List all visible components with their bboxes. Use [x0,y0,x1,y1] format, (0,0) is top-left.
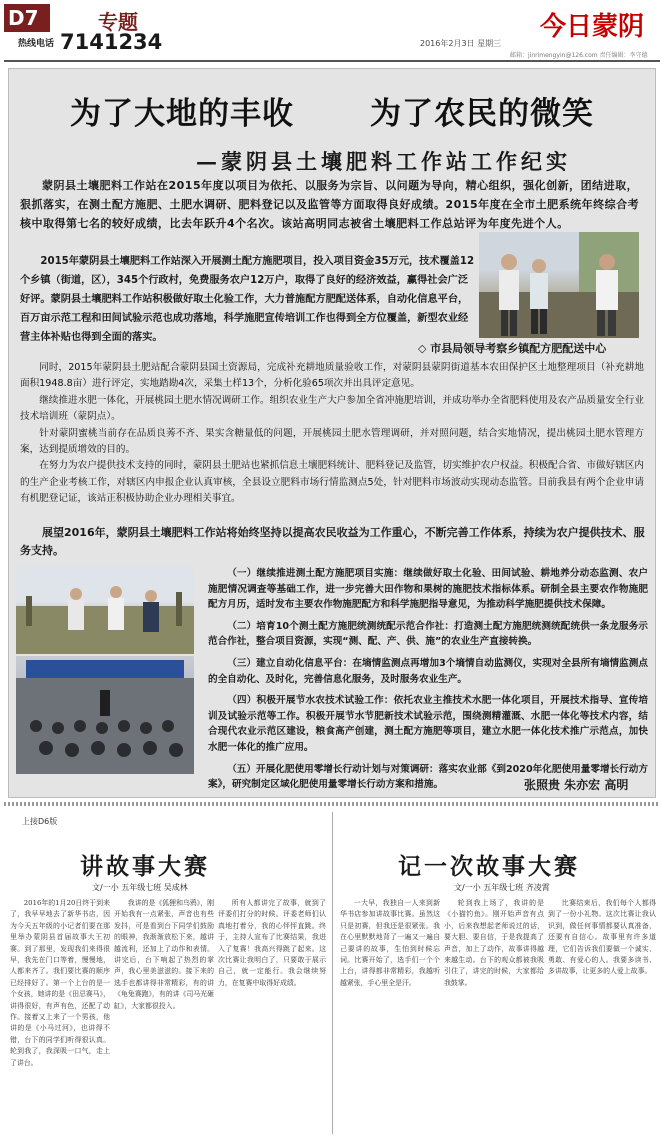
photo-officials-inspection [479,232,639,338]
measure-item: （四）积极开展节水农技术试验工作：依托农业主推技术水肥一体化项目，开展技术指导、宣传培训及试验示范等工作。积极开展节水节肥新技术试验示范，围绕测精灌溉、水肥一体化等技术内容，结合现代农业示范区建设，粮食高产创建，测土配方施肥等项目，建立水肥一体化技术推广示范点，加快水肥一体化的推广应用。 [208,695,648,753]
paragraph: 在努力为农户提供技术支持的同时，蒙阴县土肥站也紧抓信息土壤肥料统计、肥料登记及监管，切实维护农户权益。积极配合省、市做好辖区内的生产企业考核工作，对辖区内申报企业认真审核，全县设立肥料市场行情监测点5处，针对肥料市场波动实现动态监管。目前我县有两个企业申请有机肥登记证，该站正积极协助企业办理相关事宜。 [20,460,644,505]
story2-title: 记一次故事大赛 [398,853,580,880]
feature-byline: 张照贵 朱亦宏 高明 [524,778,629,792]
paragraph: 针对蒙阴蜜桃当前存在品质良莠不齐、果实含糖量低的问题，开展桃园土肥水管理调研，并对照问题，结合实地情况，提出桃园土肥水管理方案，达到提质增效的目的。 [20,427,644,456]
paragraph: 继续推进水肥一体化，开展桃园土肥水情况调研工作。组织农业生产大户参加全省冲施肥培训，并成功举办全省肥料使用及农产品质量安全行业技术培训班（蒙阴点）。 [20,394,644,423]
story2-column: 一大早，我独自一人来到新华书店参加讲故事比赛。虽然这只是初赛，但我还是很紧张。我在心里默默地背了一遍又一遍自己要讲的故事，生怕到时候忘词。比赛开始了，选手们一个个上台，讲得都非常精彩，我越听越紧张，手心里全是汗。 [340,899,440,987]
newspaper-logo: 今日蒙阴 [540,12,645,42]
body-paragraphs [20,360,644,508]
measure-item: （三）建立自动化信息平台：在墒情监测点再增加3个墒情自动监测仪，实现对全县所有墒情监测点的全自动化、及时化，完善信息化服务，及时服务农业生产。 [208,657,648,685]
continued-note: 上接D6版 [22,817,58,826]
photo-training-session [16,656,194,774]
story1-byline: 文/一小 五年级七班 吴成林 [92,883,188,892]
story2-column: 轮到我上场了，我讲的是《小猫钓鱼》。刚开始声音有点小，后来我想起老师说过的话，要大胆、要自信，于是我提高了声音，加上了动作，故事讲得越来越生动。台下的观众都被我吸引住了，讲完的时候，大家都给我鼓掌。 [444,899,544,987]
story1-column: 所有人都讲完了故事，就到了评委们打分的时候。评委老师们认真地打着分，我的心怦怦直跳。终于，主持人宣布了比赛结果，我进入了复赛！我高兴得跳了起来。这次比赛让我明白了，只要敢于展示自己，就一定能行。我会继续努力，在复赛中取得好成绩。 [218,899,326,987]
outlook-paragraph: 展望2016年，蒙阴县土壤肥料工作站将始终坚持以提高农民收益为工作重心，不断完善工作体系，持续为农户提供技术、服务支持。 [20,526,645,557]
hotline-number: 7141234 [60,30,163,54]
column-divider [332,812,333,1134]
training-illustration [16,656,194,774]
measure-item: （五）开展化肥使用零增长行动计划与对策调研：落实农业部《到2020年化肥使用量零增长行动方案》，研究制定区域化肥使用量零增长行动方案和措施。 [208,763,648,791]
headline-right: 为了农民的微笑 [370,96,594,132]
story1-column: 我讲的是《狐狸和乌鸦》，刚开始我有一点紧张，声音也有些发抖，可是看到台下同学们鼓励的眼神，我渐渐放松下来，越讲越流利，还加上了动作和表情。讲完后，台下响起了热烈的掌声，我心里美滋滋的。接下来的选手也都讲得非常精彩，有的讲《龟兔赛跑》，有的讲《司马光砸缸》，大家都很投入。 [114,899,214,1010]
page-number: D7 [4,4,50,32]
section-title: 专题 [98,10,138,34]
measure-item: （一）继续推进测土配方施肥项目实施：继续做好取土化验、田间试验、耕地养分动态监测、农户施肥情况调查等基础工作，进一步完善大田作物和果树的施肥技术指标体系。研制全县主要农作物施肥配方月历，适时发布主要农作物施肥配方和科学施肥指导意见，为推动科学施肥提供技术保障。 [208,568,648,611]
headline-left: 为了大地的丰收 [70,96,294,132]
field-visit-illustration [16,566,194,654]
photo-caption: ◇ 市县局领导考察乡镇配方肥配送中心 [418,342,607,355]
section-divider [4,802,660,806]
subheadline: —蒙阴县土壤肥料工作站工作纪实 [196,149,571,174]
header-divider [4,60,660,62]
paragraph: 同时，2015年蒙阴县土肥站配合蒙阴县国土资源局，完成补充耕地质量验收工作，对蒙阴县蒙阴街道基本农田保护区土地整理项目（补充耕地面积1948.8亩）进行评定，实地踏勘4次，采集土样13个，分析化验65项次并出具评定意见。 [20,362,644,390]
work-plan-measures [208,566,648,799]
story1-title: 讲故事大赛 [80,853,210,880]
issue-date: 2016年2月3日 星期三 [420,39,502,48]
story2-column: 比赛结束后，我们每个人都得到了一份小礼物。这次比赛让我认识到，做任何事情都要认真准备，还要有自信心。故事里有许多道理，它们告诉我们要做一个诚实、勇敢、有爱心的人。我要多读书、多讲故事，让更多的人爱上故事。 [548,899,656,976]
story2-byline: 文/一小 五年级七班 齐凌霄 [454,883,550,892]
photo-field-visit [16,566,194,654]
editor-info: 邮箱：jinrimengyin@126.com 责任编辑：李守德 [510,52,648,59]
intro-paragraph: 蒙阴县土壤肥料工作站在2015年度以项目为依托、以服务为宗旨、以问题为导向，精心组织，强化创新，团结进取，狠抓落实，在测土配方施肥、土肥水调研、肥料登记以及监管等方面取得良好成绩。2015年度在全市土肥系统年终综合考核中取得第七名的较好成绩，比去年跃升4个名次。该站高明同志被省土壤肥料工作总站评为年度先进个人。 [20,179,640,230]
hotline-label: 热线电话 [18,39,55,49]
measure-item: （二）培育10个测土配方施肥统测统配示范合作社：打造测土配方施肥统测统配统供一条龙服务示范合作社，整合项目资源，实现“测、配、产、供、施”的农业生产直接转换。 [208,620,648,648]
story1-column: 2016年的1月20日终于到来了，我早早地去了新华书店，因为今天五年级的小记者们要在那里举办蒙阴县首届故事大王初赛。到了那里，发现我们来得很早，我先在门口等着，慢慢地，人都来齐了。我们要比赛的顺序已经排好了。第一个上台的是一个女孩，她讲的是《田忌赛马》，讲得很好，有声有色，还配了动作。接着又上来了一个男孩，他讲的是《小马过河》，也讲得不错，台下的同学们听得很认真。轮到我了，我深吸一口气，走上了讲台。 [10,899,110,1067]
paragraph-2015-summary: 2015年蒙阴县土壤肥料工作站深入开展测土配方施肥项目，投入项目资金35万元，技术覆盖12个乡镇（街道，区），345个行政村，免费服务农户12万户，取得了良好的经济效益，赢得社会广泛好评。蒙阴县土壤肥料工作站积极做好取土化验工作，大力普施配方肥配送体系，自动化信息平台，百万亩示范工程和田间试验示范也成功落地，科学施肥宣传培训工作也得到全方位覆盖，新型农业经营主体补贴也得到全面的落实。 [20,256,475,343]
officials-illustration [479,232,639,338]
